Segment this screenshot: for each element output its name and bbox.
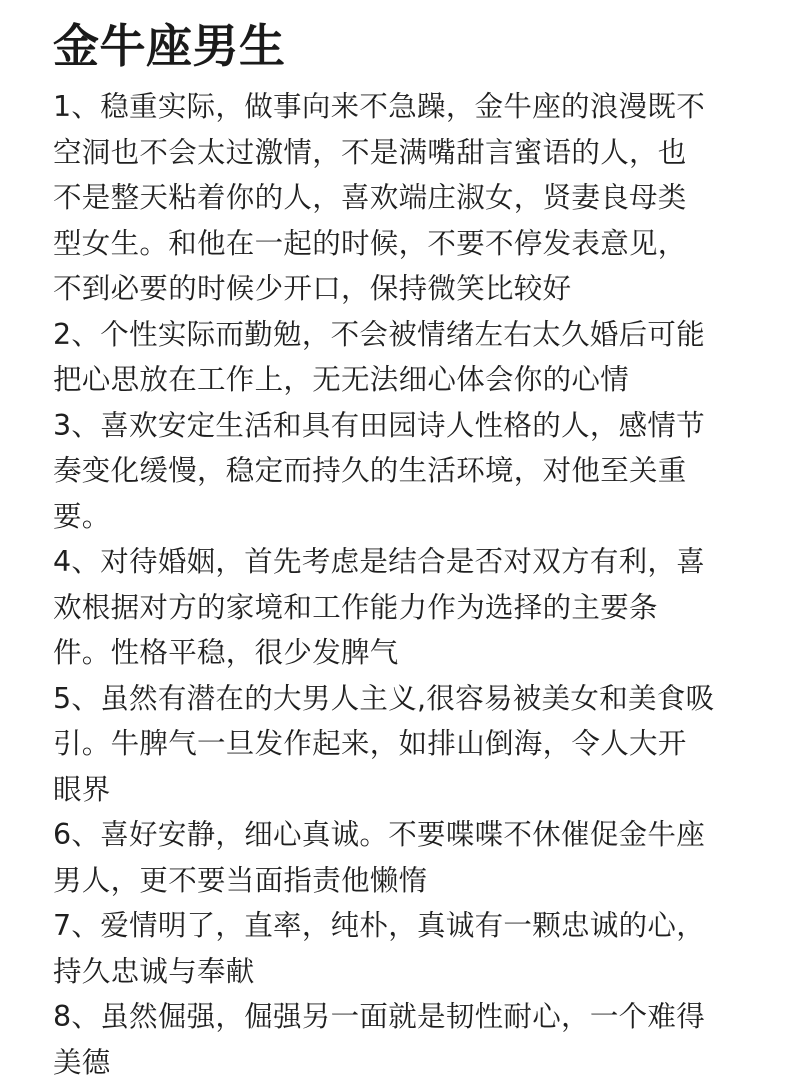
body-text [53, 84, 783, 1085]
text-line: 型女生。和他在一起的时候，不要不停发表意见， [53, 221, 783, 267]
text-line: 眼界 [53, 767, 783, 813]
text-line: 8、虽然倔强，倔强另一面就是韧性耐心，一个难得 [53, 994, 783, 1040]
text-line: 引。牛脾气一旦发作起来，如排山倒海，令人大开 [53, 721, 783, 767]
text-line: 空洞也不会太过激情，不是满嘴甜言蜜语的人，也 [53, 130, 783, 176]
text-line: 1、稳重实际，做事向来不急躁，金牛座的浪漫既不 [53, 84, 783, 130]
text-line: 6、喜好安静，细心真诚。不要喋喋不休催促金牛座 [53, 812, 783, 858]
text-line: 要。 [53, 494, 783, 540]
text-line: 2、个性实际而勤勉，不会被情绪左右太久婚后可能 [53, 312, 783, 358]
text-line: 5、虽然有潜在的大男人主义,很容易被美女和美食吸 [53, 676, 783, 722]
text-line: 7、爱情明了，直率，纯朴，真诚有一颗忠诚的心， [53, 903, 783, 949]
text-line: 不是整天粘着你的人，喜欢端庄淑女，贤妻良母类 [53, 175, 783, 221]
text-line: 持久忠诚与奉献 [53, 949, 783, 995]
text-line: 4、对待婚姻，首先考虑是结合是否对双方有利，喜 [53, 539, 783, 585]
text-line: 男人，更不要当面指责他懒惰 [53, 858, 783, 904]
text-line: 3、喜欢安定生活和具有田园诗人性格的人，感情节 [53, 403, 783, 449]
page-title: 金牛座男生 [53, 17, 286, 75]
text-line: 件。性格平稳，很少发脾气 [53, 630, 783, 676]
text-line: 欢根据对方的家境和工作能力作为选择的主要条 [53, 585, 783, 631]
text-line: 奏变化缓慢，稳定而持久的生活环境，对他至关重 [53, 448, 783, 494]
text-line: 不到必要的时候少开口，保持微笑比较好 [53, 266, 783, 312]
text-line: 把心思放在工作上，无无法细心体会你的心情 [53, 357, 783, 403]
text-line: 美德 [53, 1040, 783, 1085]
